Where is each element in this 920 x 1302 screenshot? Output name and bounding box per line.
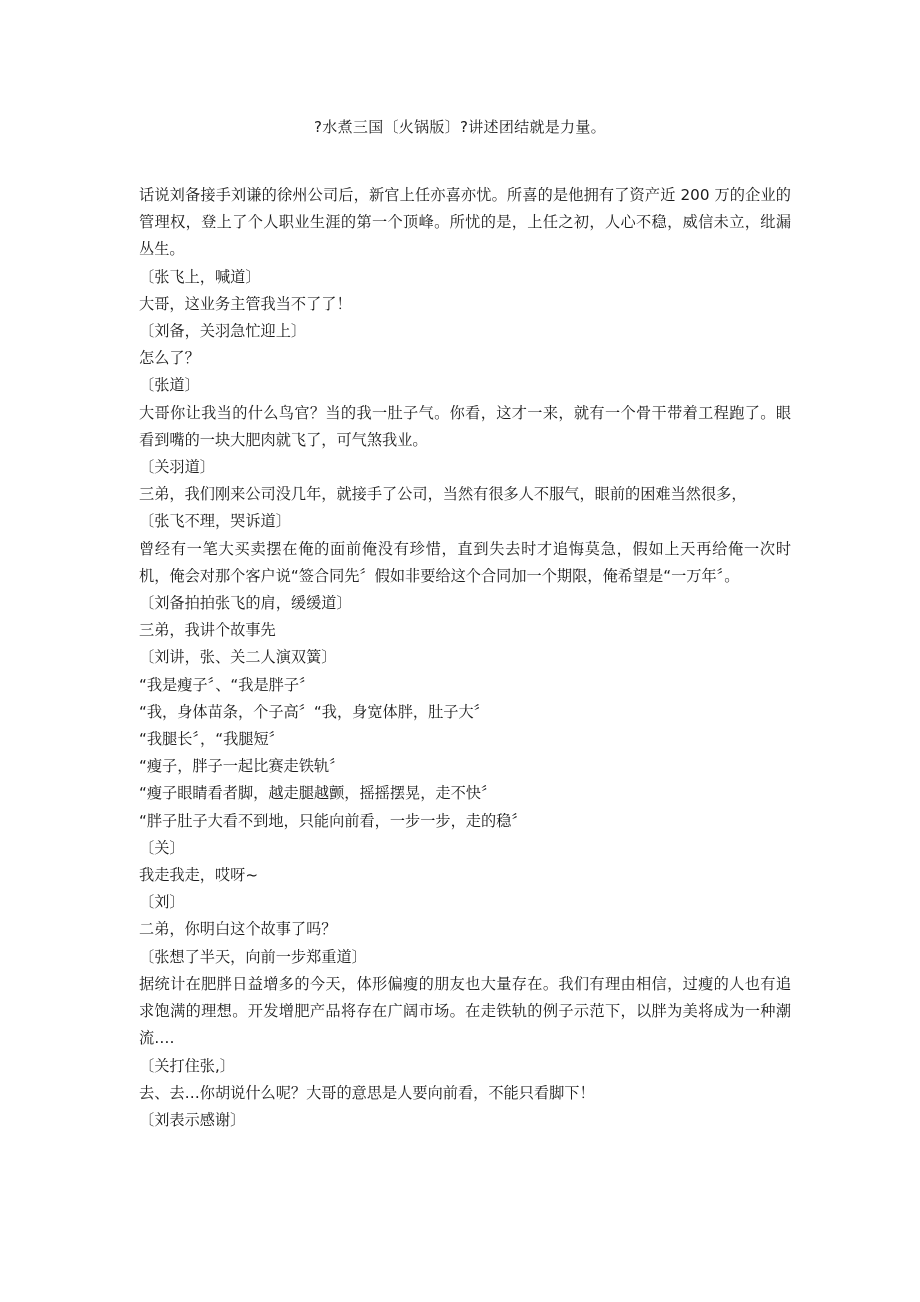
stage-direction: 〔刘讲，张、关二人演双簧〕: [139, 648, 337, 667]
dialogue-line: “我腿长〞，“我腿短〞: [139, 730, 284, 749]
stage-direction: 〔张飞上，喊道〕: [139, 267, 261, 286]
dialogue-line: 我走我走，哎呀~: [139, 866, 259, 885]
stage-direction: 〔张飞不理，哭诉道〕: [139, 512, 291, 531]
stage-direction: 〔关打住张,〕: [139, 1056, 235, 1075]
dialogue-line: 据统计在肥胖日益增多的今天，体形偏瘦的朋友也大量存在。我们有理由相信，过瘦的人也有追求饱满的理想。开发增肥产品将存在广阔市场。在走铁轨的例子示范下，以胖为美将成为一种潮流‥‥: [139, 974, 791, 1048]
stage-direction: 〔刘表示感谢〕: [139, 1110, 246, 1129]
dialogue-line: 大哥你让我当的什么鸟官？当的我一肚子气。你看，这才一来，就有一个骨干带着工程跑了。眼看到嘴的一块大肥肉就飞了，可气煞我业。: [139, 403, 791, 449]
dialogue-line: 怎么了？: [139, 349, 200, 368]
stage-direction: 〔张想了半天，向前一步郑重道〕: [139, 947, 367, 966]
paragraph-intro: 话说刘备接手刘谦的徐州公司后，新官上任亦喜亦忧。所喜的是他拥有了资产近 200 万的企业的管理权，登上了个人职业生涯的第一个顶峰。所忧的是，上任之初，人心不稳，威信未立，纰漏丛生。: [139, 186, 791, 259]
dialogue-line: 去、去…你胡说什么呢？大哥的意思是人要向前看，不能只看脚下！: [139, 1083, 595, 1102]
dialogue-line: 大哥，这业务主管我当不了了！: [139, 294, 352, 313]
document-body: [139, 182, 791, 1134]
stage-direction: 〔关〕: [139, 838, 185, 857]
stage-direction: 〔刘备，关羽急忙迎上〕: [139, 322, 307, 341]
dialogue-line: “我，身体苗条，个子高〞“我，身宽体胖，肚子大〞: [139, 702, 489, 721]
dialogue-line: “我是瘦子〞、“我是胖子〞: [139, 675, 315, 694]
dialogue-line: “胖子肚子大看不到地，只能向前看，一步一步，走的稳〞: [139, 811, 527, 830]
document-title: ?水煮三国〔火锅版〕?讲述团结就是力量。: [314, 118, 606, 136]
dialogue-line: 二弟，你明白这个故事了吗？: [139, 920, 337, 939]
dialogue-line: 三弟，我们刚来公司没几年，就接手了公司，当然有很多人不服气，眼前的困难当然很多，: [139, 485, 747, 504]
dialogue-line: “瘦子眼睛看者脚，越走腿越颤，摇摇摆晃，走不快〞: [139, 784, 497, 803]
dialogue-line: 三弟，我讲个故事先: [139, 621, 276, 640]
dialogue-line: 曾经有一笔大买卖摆在俺的面前俺没有珍惜，直到失去时才追悔莫急，假如上天再给俺一次时机，俺会对那个客户说“签合同先〞假如非要给这个合同加一个期限，俺希望是“一万年〞。: [139, 539, 791, 585]
stage-direction: 〔刘备拍拍张飞的肩，缓缓道〕: [139, 594, 352, 613]
stage-direction: 〔张道〕: [139, 376, 200, 395]
dialogue-line: “瘦子，胖子一起比赛走铁轨〞: [139, 757, 345, 776]
stage-direction: 〔关羽道〕: [139, 458, 215, 477]
stage-direction: 〔刘〕: [139, 893, 185, 912]
